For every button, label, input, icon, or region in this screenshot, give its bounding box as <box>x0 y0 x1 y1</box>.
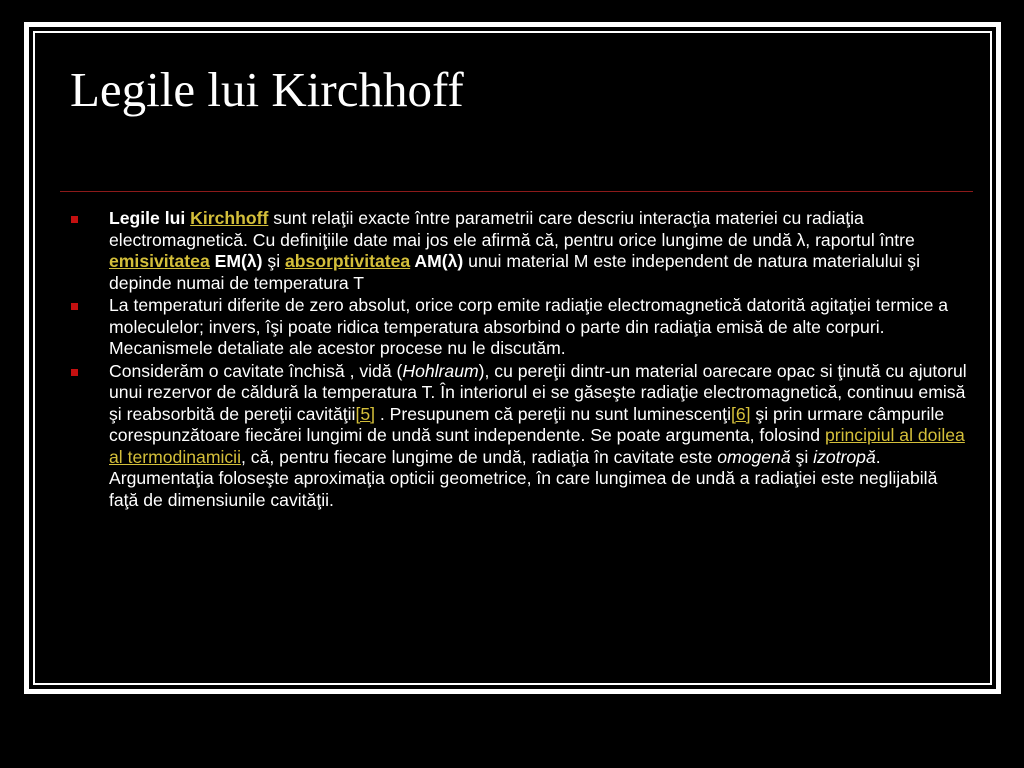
bullet-item-cavity <box>68 361 968 512</box>
bullet-item-kirchhoff-laws <box>68 208 968 294</box>
bullet-bold-text: EM(λ) <box>209 251 263 271</box>
bullet-text: unui material M este independent de natura materialului şi depinde numai de temperatura T <box>109 251 921 293</box>
bullet-text: . Presupunem că pereţii nu sunt luminescenţi <box>375 403 731 424</box>
bullet-italic-text: izotropă <box>813 446 876 467</box>
bullet-item-thermal-radiation <box>68 295 968 360</box>
bullet-square-icon <box>71 303 78 310</box>
bullet-text: , că, pentru fiecare lungime de undă, radiaţia în cavitate este <box>241 446 718 467</box>
link-ref-5[interactable]: [5] <box>355 403 375 424</box>
link-absorptivitatea[interactable]: absorptivitatea <box>285 251 411 271</box>
bullet-text: . Argumentaţia foloseşte aproximaţia opticii geometrice, în care lungimea de undă a radiaţiei este neglijabilă faţă de dimensiunile cavităţii. <box>109 446 938 510</box>
bullet-bold-text: AM(λ) <box>410 251 464 271</box>
bullet-text: şi <box>262 251 286 271</box>
link-ref-6[interactable]: [6] <box>730 403 751 424</box>
bullet-text: şi <box>790 446 814 467</box>
link-principiul-termodinamicii[interactable]: principiul al doilea al termodinamicii <box>109 425 965 467</box>
title-divider <box>60 191 973 192</box>
bullet-italic-text: omogenă <box>717 446 791 467</box>
bullet-italic-text: Hohlraum <box>402 360 479 381</box>
link-kirchhoff[interactable]: Kirchhoff <box>190 208 269 228</box>
slide-title: Legile lui Kirchhoff <box>70 62 464 117</box>
bullet-text: La temperaturi diferite de zero absolut, orice corp emite radiaţie electromagnetică datorită agitaţiei termice a moleculelor; invers, îşi poate ridica temperatura absorbind o parte din radiaţia emisă de alte corpuri. Mecanismele detaliate ale acestor procese nu le discutăm. <box>109 295 949 358</box>
bullet-square-icon <box>71 369 78 376</box>
bullet-list <box>68 208 968 512</box>
bullet-text: şi prin urmare câmpurile corespunzătoare fiecărei lungimi de undă sunt independente. Se poate argumenta, folosind <box>109 403 945 445</box>
link-emisivitatea[interactable]: emisivitatea <box>109 251 210 271</box>
bullet-text: Considerăm o cavitate închisă , vidă ( <box>109 360 403 381</box>
bullet-bold-text: Legile lui <box>109 208 191 228</box>
bullet-text: ), cu pereţii dintr-un material oarecare opac si ţinută cu ajutorul unui rezervor de căldură la temperatura T. În interiorul ei se găseşte radiaţie electromagnetică, continuu emisă şi reabsorbită de pereţii cavităţii <box>109 360 967 424</box>
bullet-square-icon <box>71 216 78 223</box>
bullet-text: sunt relaţii exacte între parametrii care descriu interacţia materiei cu radiaţia electromagnetică. Cu definiţiile date mai jos ele afirmă că, pentru orice lungime de undă λ, raportul între <box>109 208 915 250</box>
